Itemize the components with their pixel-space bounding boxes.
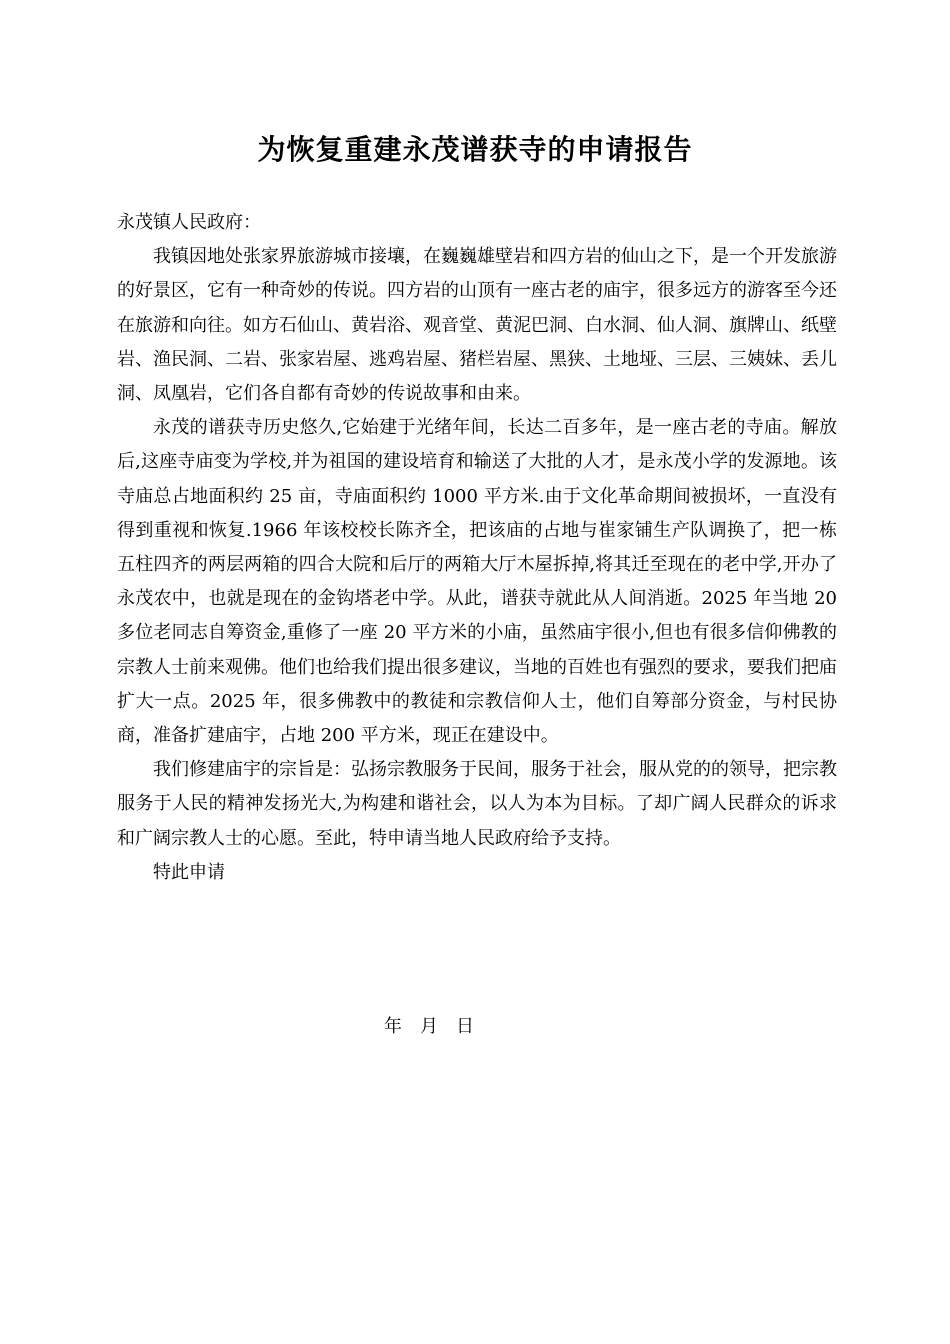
paragraph-closing: 特此申请 xyxy=(153,861,225,883)
paragraph-scenery: 我镇因地处张家界旅游城市接壤，在巍巍雄壁岩和四方岩的仙山之下，是一个开发旅游的好景区，它有一种奇妙的传说。四方岩的山顶有一座古老的庙宇，很多远方的游客至今还在旅游和向往。如方石仙山、黄岩浴、观音堂、黄泥巴洞、白水洞、仙人洞、旗牌山、纸壁岩、渔民洞、二岩、张家岩屋、逃鸡岩屋、猪栏岩屋、黑狭、土地垭、三层、三姨妹、丢儿洞、凤凰岩，它们各自都有奇妙的传说故事和由来。 xyxy=(117,246,837,405)
paragraph-history: 永茂的谱获寺历史悠久,它始建于光绪年间，长达二百多年，是一座古老的寺庙。解放后,这座寺庙变为学校,并为祖国的建设培育和输送了大批的人才，是永茂小学的发源地。该寺庙总占地面积约 25 亩，寺庙面积约 1000 平方米.由于文化革命期间被损坏，一直没有得到重视和恢复.1966 年该校校长陈齐全，把该庙的占地与崔家铺生产队调换了，把一栋五柱四齐的两层两箱的四合大院和后厅的两箱大厅木屋拆掉,将其迁至现在的老中学,开办了永茂农中，也就是现在的金钩塔老中学。从此，谱获寺就此从人间消逝。2025 年当地 20 多位老同志自筹资金,重修了一座 20 平方米的小庙，虽然庙宇很小,但也有很多信仰佛教的宗教人士前来观佛。他们也给我们提出很多建议，当地的百姓也有强烈的要求，要我们把庙扩大一点。2025 年，很多佛教中的教徒和宗教信仰人士，他们自筹部分资金，与村民协商，准备扩建庙宇，占地 200 平方米，现正在建设中。 xyxy=(117,417,837,747)
paragraph-purpose: 我们修建庙宇的宗旨是：弘扬宗教服务于民间，服务于社会，服从党的的领导，把宗教服务于人民的精神发扬光大,为构建和谐社会，以人为本为目标。了却广阔人民群众的诉求和广阔宗教人士的心愿。至此，特申请当地人民政府给予支持。 xyxy=(117,759,837,849)
date-line: 年 月 日 xyxy=(384,1016,474,1037)
document-title: 为恢复重建永茂谱获寺的申请报告 xyxy=(257,133,693,166)
document-body xyxy=(117,206,837,890)
salutation: 永茂镇人民政府： xyxy=(117,212,261,233)
